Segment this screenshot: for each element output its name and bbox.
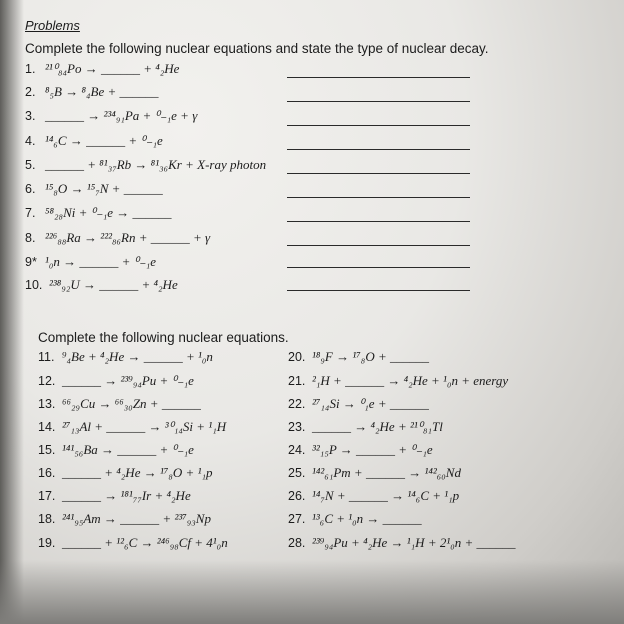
- equation: ³²₁₅P → ______ + ⁰₋₁e: [312, 442, 433, 457]
- photo-shadow-left: [0, 0, 24, 624]
- equation: ⁶⁶₂₉Cu → ⁶⁶₃₀Zn + ______: [62, 396, 201, 411]
- worksheet-title: Problems: [25, 18, 80, 33]
- decay-type-answer-line[interactable]: [287, 77, 470, 78]
- question-5: 5. ______ + ⁸¹₃₇Rb → ⁸¹₃₆Kr + X-ray photon: [25, 157, 267, 172]
- question-8: 8. ²²⁶₈₈Ra → ²²²₈₆Rn + ______ + γ: [25, 230, 211, 245]
- question-12: 12. ______ → ²³⁹₉₄Pu + ⁰₋₁e: [38, 373, 194, 388]
- question-7: 7. ⁵⁸₂₈Ni + ⁰₋₁e → ______: [25, 205, 172, 220]
- question-25: 25. ¹⁴²₆₁Pm + ______ → ¹⁴²₆₀Nd: [288, 465, 461, 480]
- equation: ______ → ⁴₂He + ²¹⁰₈₁Tl: [312, 419, 443, 434]
- equation: ⁵⁸₂₈Ni + ⁰₋₁e → ______: [45, 205, 172, 220]
- question-26: 26. ¹⁴₇N + ______ → ¹⁴₆C + ¹₁p: [288, 488, 460, 503]
- question-1: 1. ²¹⁰₈₄Po → ______ + ⁴₂He: [25, 61, 180, 76]
- question-24: 24. ³²₁₅P → ______ + ⁰₋₁e: [288, 442, 433, 457]
- question-2: 2. ⁸₅B → ⁸₄Be + ______: [25, 84, 159, 99]
- equation: ¹⁴¹₅₆Ba → ______ + ⁰₋₁e: [62, 442, 194, 457]
- equation: ²¹⁰₈₄Po → ______ + ⁴₂He: [45, 61, 180, 76]
- equation: ¹₀n → ______ + ⁰₋₁e: [45, 254, 157, 269]
- equation: ¹⁴²₆₁Pm + ______ → ¹⁴²₆₀Nd: [312, 465, 461, 480]
- equation: ⁹₄Be + ⁴₂He → ______ + ¹₀n: [62, 349, 213, 364]
- decay-type-answer-line[interactable]: [287, 197, 470, 198]
- equation: ²³⁸₉₂U → ______ + ⁴₂He: [49, 277, 178, 292]
- instruction-part1: Complete the following nuclear equations and state the type of nuclear decay.: [25, 41, 489, 56]
- equation: ²⁴¹₉₅Am → ______ + ²³⁷₉₃Np: [62, 511, 211, 526]
- question-21: 21. ²₁H + ______ → ⁴₂He + ¹₀n + energy: [288, 373, 509, 388]
- question-4: 4. ¹⁴₆C → ______ + ⁰₋₁e: [25, 133, 163, 148]
- decay-type-answer-line[interactable]: [287, 245, 470, 246]
- equation: ¹⁴₇N + ______ → ¹⁴₆C + ¹₁p: [312, 488, 460, 503]
- equation: ______ + ⁸¹₃₇Rb → ⁸¹₃₆Kr + X-ray photon: [45, 157, 267, 172]
- equation: ¹⁸₉F → ¹⁷₈O + ______: [312, 349, 429, 364]
- equation: ²⁷₁₃Al + ______ → ³⁰₁₄Si + ¹₁H: [62, 419, 227, 434]
- equation: ²₁H + ______ → ⁴₂He + ¹₀n + energy: [312, 373, 509, 388]
- question-15: 15. ¹⁴¹₅₆Ba → ______ + ⁰₋₁e: [38, 442, 194, 457]
- equation: ______ + ¹²₆C → ²⁴⁶₉₈Cf + 4¹₀n: [62, 535, 228, 550]
- question-3: 3. ______ → ²³⁴₉₁Pa + ⁰₋₁e + γ: [25, 108, 198, 123]
- decay-type-answer-line[interactable]: [287, 125, 470, 126]
- question-9: 9* ¹₀n → ______ + ⁰₋₁e: [25, 254, 157, 269]
- equation: ¹³₆C + ¹₀n → ______: [312, 511, 422, 526]
- equation: ⁸₅B → ⁸₄Be + ______: [45, 84, 159, 99]
- decay-type-answer-line[interactable]: [287, 267, 470, 268]
- question-16: 16. ______ + ⁴₂He → ¹⁷₈O + ¹₁p: [38, 465, 213, 480]
- decay-type-answer-line[interactable]: [287, 173, 470, 174]
- instruction-part2: Complete the following nuclear equations.: [38, 330, 289, 345]
- equation: ______ → ²³⁹₉₄Pu + ⁰₋₁e: [62, 373, 194, 388]
- question-6: 6. ¹⁵₈O → ¹⁵₇N + ______: [25, 181, 163, 196]
- question-10: 10. ²³⁸₉₂U → ______ + ⁴₂He: [25, 277, 178, 292]
- question-28: 28. ²³⁹₉₄Pu + ⁴₂He → ¹₁H + 2¹₀n + ______: [288, 535, 516, 550]
- photo-shadow-bottom: [0, 560, 624, 624]
- question-27: 27. ¹³₆C + ¹₀n → ______: [288, 511, 422, 526]
- decay-type-answer-line[interactable]: [287, 101, 470, 102]
- question-14: 14. ²⁷₁₃Al + ______ → ³⁰₁₄Si + ¹₁H: [38, 419, 227, 434]
- equation: ______ + ⁴₂He → ¹⁷₈O + ¹₁p: [62, 465, 213, 480]
- decay-type-answer-line[interactable]: [287, 221, 470, 222]
- equation: ¹⁴₆C → ______ + ⁰₋₁e: [45, 133, 163, 148]
- decay-type-answer-line[interactable]: [287, 149, 470, 150]
- decay-type-answer-line[interactable]: [287, 290, 470, 291]
- question-23: 23. ______ → ⁴₂He + ²¹⁰₈₁Tl: [288, 419, 443, 434]
- equation: ______ → ¹⁸¹₇₇Ir + ⁴₂He: [62, 488, 191, 503]
- equation: ______ → ²³⁴₉₁Pa + ⁰₋₁e + γ: [45, 108, 198, 123]
- equation: ²²⁶₈₈Ra → ²²²₈₆Rn + ______ + γ: [45, 230, 211, 245]
- question-11: 11. ⁹₄Be + ⁴₂He → ______ + ¹₀n: [38, 349, 213, 364]
- question-13: 13. ⁶⁶₂₉Cu → ⁶⁶₃₀Zn + ______: [38, 396, 201, 411]
- question-19: 19. ______ + ¹²₆C → ²⁴⁶₉₈Cf + 4¹₀n: [38, 535, 228, 550]
- question-22: 22. ²⁷₁₄Si → ⁰₁e + ______: [288, 396, 429, 411]
- equation: ²⁷₁₄Si → ⁰₁e + ______: [312, 396, 429, 411]
- question-18: 18. ²⁴¹₉₅Am → ______ + ²³⁷₉₃Np: [38, 511, 211, 526]
- question-20: 20. ¹⁸₉F → ¹⁷₈O + ______: [288, 349, 429, 364]
- equation: ²³⁹₉₄Pu + ⁴₂He → ¹₁H + 2¹₀n + ______: [312, 535, 516, 550]
- equation: ¹⁵₈O → ¹⁵₇N + ______: [45, 181, 163, 196]
- question-17: 17. ______ → ¹⁸¹₇₇Ir + ⁴₂He: [38, 488, 191, 503]
